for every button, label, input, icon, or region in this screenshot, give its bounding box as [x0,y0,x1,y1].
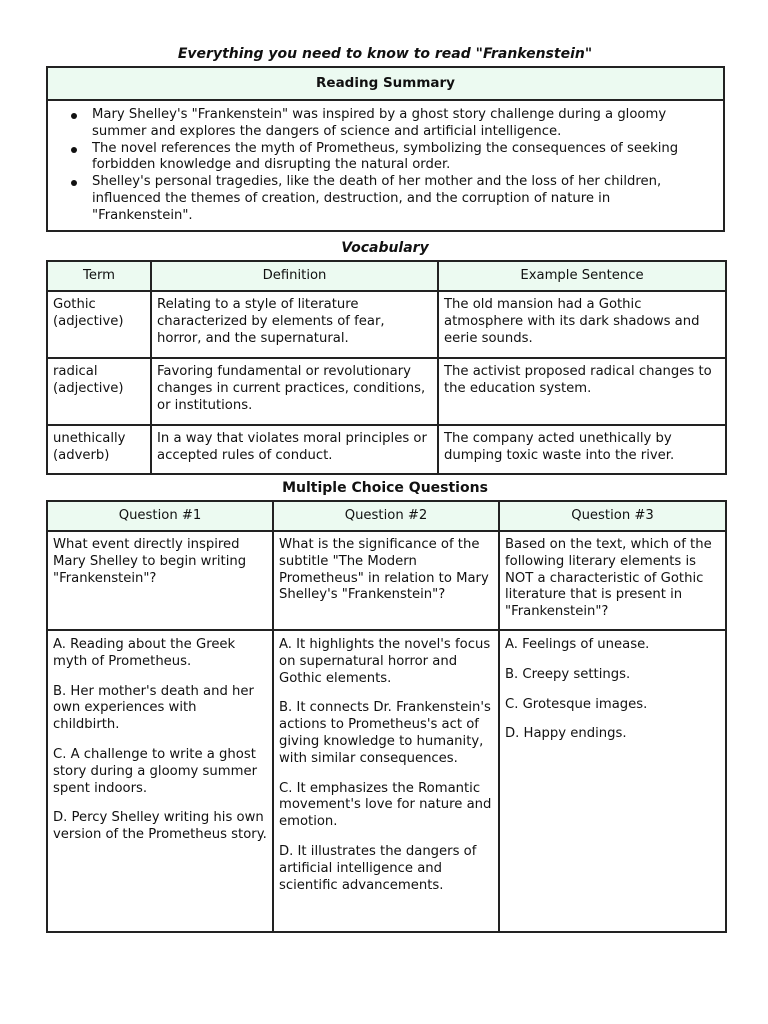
answer-option: B. Her mother's death and her own experiences with childbirth. [53,683,254,733]
table-row [47,425,726,474]
vocab-definition: Favoring fundamental or revolutionary changes in current practices, conditions, or institutions. [151,358,438,425]
vocab-definition: Relating to a style of literature characterized by elements of fear, horror, and the supernatural. [151,291,438,358]
vocab-term: Gothic (adjective) [47,291,151,358]
question-text: What event directly inspired Mary Shelley to begin writing "Frankenstein"? [47,531,273,630]
question-text: What is the significance of the subtitle "The Modern Prometheus" in relation to Mary Shelley's "Frankenstein"? [273,531,499,630]
mcq-table [46,500,727,933]
answer-option: D. It illustrates the dangers of artificial intelligence and scientific advancements. [279,843,477,893]
options-cell [273,630,499,932]
page-title: Everything you need to know to read "Frankenstein" [177,46,593,62]
vocab-definition: In a way that violates moral principles or accepted rules of conduct. [151,425,438,474]
summary-bullet: Shelley's personal tragedies, like the death of her mother and the loss of her children, influenced the themes of creation, destruction, and the corruption of nature in "Frankenstein". [92,174,713,224]
reading-summary-heading: Reading Summary [48,68,723,101]
vocabulary-header-row [47,261,726,291]
vocabulary-table [46,260,727,475]
vocab-example: The old mansion had a Gothic atmosphere with its dark shadows and eerie sounds. [438,291,726,358]
answer-option: A. Feelings of unease. [505,637,650,652]
question-text: Based on the text, which of the following literary elements is NOT a characteristic of Gothic literature that is present in "Frankenstein"? [499,531,726,630]
answer-option: C. A challenge to write a ghost story during a gloomy summer spent indoors. [53,746,258,796]
question-row [47,531,726,630]
question-label: Question #3 [499,501,726,531]
column-header-definition: Definition [151,261,438,291]
answer-option: C. Grotesque images. [505,696,648,712]
vocabulary-heading: Vocabulary [341,240,429,256]
reading-summary-box [46,66,725,232]
answer-option: D. Percy Shelley writing his own version of the Prometheus story. [53,810,267,843]
answer-option: B. Creepy settings. [505,666,631,682]
summary-bullet: Mary Shelley's "Frankenstein" was inspired by a ghost story challenge during a gloomy summer and explores the dangers of science and artificial intelligence. [92,107,713,141]
options-cell [499,630,726,932]
vocab-term: radical (adjective) [47,358,151,425]
vocab-example: The activist proposed radical changes to the education system. [438,358,726,425]
summary-bullet: The novel references the myth of Prometheus, symbolizing the consequences of seeking forbidden knowledge and disrupting the natural order. [92,141,713,175]
table-row [47,358,726,425]
column-header-term: Term [47,261,151,291]
vocab-example: The company acted unethically by dumping toxic waste into the river. [438,425,726,474]
vocab-term: unethically (adverb) [47,425,151,474]
question-label: Question #2 [273,501,499,531]
answer-option: C. It emphasizes the Romantic movement's love for nature and emotion. [279,780,492,830]
answer-option: D. Happy endings. [505,726,627,742]
mcq-heading: Multiple Choice Questions [282,480,488,496]
mcq-header-row [47,501,726,531]
answer-option: A. Reading about the Greek myth of Prometheus. [53,637,236,669]
column-header-example: Example Sentence [438,261,726,291]
answer-option: A. It highlights the novel's focus on supernatural horror and Gothic elements. [279,637,491,686]
answer-option: B. It connects Dr. Frankenstein's actions to Prometheus's act of giving knowledge to humanity, with similar consequences. [279,700,491,766]
question-label: Question #1 [47,501,273,531]
options-cell [47,630,273,932]
options-row [47,630,726,932]
summary-list [48,107,723,225]
table-row [47,291,726,358]
